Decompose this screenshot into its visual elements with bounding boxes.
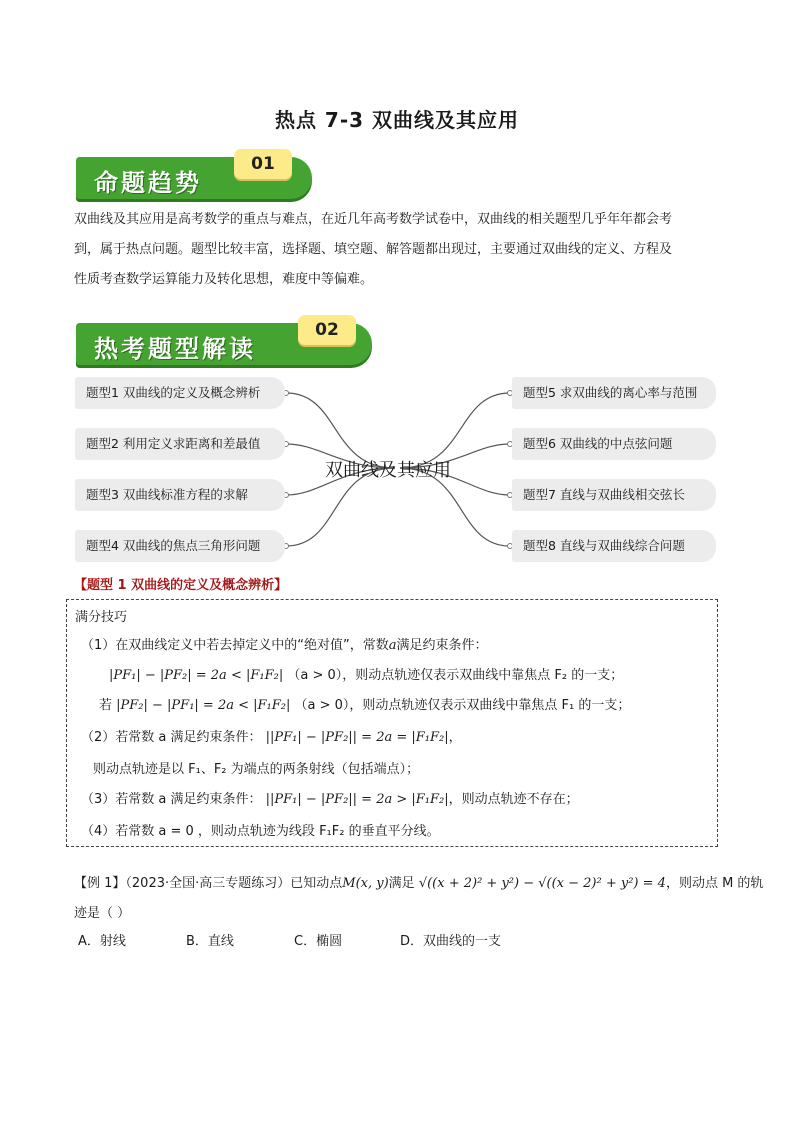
tip-text: ，则动点轨迹仅表示双曲线中靠焦点 F₂ 的一支； xyxy=(342,668,624,683)
formula: |PF₂| − |PF₁| = 2a < |F₁F₂| xyxy=(116,698,291,713)
page-title: 热点 7-3 双曲线及其应用 xyxy=(274,108,520,132)
tip-line-7 xyxy=(81,820,440,839)
section1-banner-text: 命题趋势 xyxy=(94,168,202,197)
tip-line-1 xyxy=(81,634,488,653)
mindmap-item-type2: 题型2 利用定义求距离和差最值 xyxy=(75,428,285,460)
section2-banner xyxy=(76,320,376,367)
tip-line-2 xyxy=(109,664,623,683)
mindmap-center: 双曲线及其应用 xyxy=(325,460,451,481)
tip-text: （3）若常数 a 满足约束条件： xyxy=(81,792,262,807)
tip-line-3 xyxy=(99,694,630,713)
section1-number-badge: 01 xyxy=(234,149,292,179)
paragraph-line: 性质考查数学运算能力及转化思想，难度中等偏难。 xyxy=(74,272,374,287)
option-d: D．双曲线的一支 xyxy=(400,934,502,949)
option-b: B．直线 xyxy=(186,934,234,949)
point-m: M(x, y) xyxy=(342,876,389,891)
section1-banner xyxy=(76,154,316,201)
example-text: ，则动点 M 的轨 xyxy=(665,876,764,891)
option-a: A．射线 xyxy=(78,934,126,949)
tip-text: （1）在双曲线定义中若去掉定义中的“绝对值”，常数 xyxy=(81,638,389,653)
condition: （a > 0） xyxy=(287,668,343,683)
tips-box xyxy=(66,599,718,847)
condition: （a > 0） xyxy=(294,698,350,713)
tip-text: （4）若常数 a = 0 ，则动点轨迹为线段 F₁F₂ 的垂直平分线。 xyxy=(81,824,440,839)
tips-title: 满分技巧 xyxy=(75,610,128,625)
tip-text: 则动点轨迹是以 F₁、F₂ 为端点的两条射线（包括端点）； xyxy=(93,762,420,777)
formula: |PF₁| − |PF₂| = 2a < |F₁F₂| xyxy=(109,668,284,683)
mindmap-item-type5: 题型5 求双曲线的离心率与范围 xyxy=(512,377,716,409)
section2-banner-text: 热考题型解读 xyxy=(94,334,256,363)
tip-line-5 xyxy=(93,758,419,777)
tip-line-6 xyxy=(81,788,579,807)
option-c: C．椭圆 xyxy=(294,934,343,949)
section2-number-badge: 02 xyxy=(298,315,356,345)
formula: ||PF₁| − |PF₂|| = 2a = |F₁F₂| xyxy=(265,730,449,745)
tip-text: （2）若常数 a 满足约束条件： xyxy=(81,730,262,745)
paragraph-line: 到，属于热点问题。题型比较丰富，选择题、填空题、解答题都出现过，主要通过双曲线的定义、方程及 xyxy=(74,242,673,257)
paragraph-line: 双曲线及其应用是高考数学的重点与难点，在近几年高考数学试卷中，双曲线的相关题型几乎年年都会考 xyxy=(74,212,673,227)
example-text: 满足 xyxy=(388,876,415,891)
tip-line-4 xyxy=(81,726,462,745)
mindmap-item-type1: 题型1 双曲线的定义及概念辨析 xyxy=(75,377,285,409)
topic1-label: 【题型 1 双曲线的定义及概念辨析】 xyxy=(74,578,288,593)
tip-text: ，则动点轨迹仅表示双曲线中靠焦点 F₁ 的一支； xyxy=(349,698,631,713)
section1-paragraph xyxy=(74,205,724,295)
example-text: 【例 1】（2023·全国·高三专题练习）已知动点 xyxy=(74,876,343,891)
var-a: a xyxy=(388,638,397,653)
mindmap-item-type7: 题型7 直线与双曲线相交弦长 xyxy=(512,479,716,511)
tip-text: 满足约束条件： xyxy=(396,638,488,653)
example1-line1 xyxy=(74,872,763,891)
tip-text: ， xyxy=(448,730,462,745)
tip-text: ，则动点轨迹不存在； xyxy=(448,792,579,807)
equation: √((x + 2)² + y²) − √((x − 2)² + y²) = 4 xyxy=(418,876,666,891)
tip-text: 若 xyxy=(99,698,113,713)
formula: ||PF₁| − |PF₂|| = 2a > |F₁F₂| xyxy=(265,792,449,807)
mindmap-item-type8: 题型8 直线与双曲线综合问题 xyxy=(512,530,716,562)
mindmap-item-type4: 题型4 双曲线的焦点三角形问题 xyxy=(75,530,285,562)
mindmap-item-type3: 题型3 双曲线标准方程的求解 xyxy=(75,479,285,511)
example1-line2: 迹是（ ） xyxy=(74,906,131,921)
mindmap-item-type6: 题型6 双曲线的中点弦问题 xyxy=(512,428,716,460)
